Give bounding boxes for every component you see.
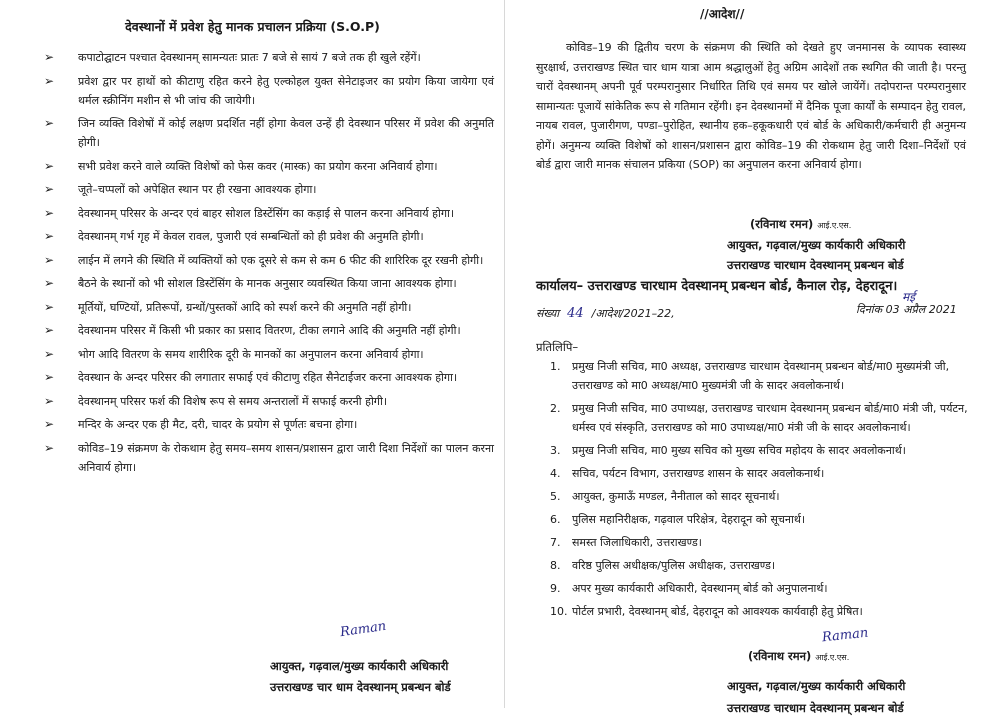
authority-title: आयुक्त, गढ़वाल/मुख्य कार्यकारी अधिकारी bbox=[727, 238, 906, 252]
list-item: ➢ कोविड–19 संक्रमण के रोकथाम हेतु समय–समय शासन/प्रशासन द्वारा जारी दिशा निर्देशों का पालन करना अनिवार्य होगा। bbox=[44, 440, 494, 474]
list-item: 7. समस्त जिलाधिकारी, उत्तराखण्ड। bbox=[550, 536, 702, 549]
list-item: ➢ भोग आदि वितरण के समय शारीरिक दूरी के मानकों का अनुपालन करना अनिवार्य होगा। bbox=[44, 345, 494, 364]
list-item: ➢ देवस्थानम् परिसर के अन्दर एवं बाहर सोशल डिस्टेंसिंग का कड़ाई से पालन करना अनिवार्य होगा। bbox=[44, 204, 494, 223]
list-item: ➢ कपाटोद्घाटन पश्चात देवस्थानम् सामन्यतः प्रातः 7 बजे से सायं 7 बजे तक ही खुले रहेंगें। bbox=[44, 48, 494, 67]
list-item: 10. पोर्टल प्रभारी, देवस्थानम् बोर्ड, देहरादून को आवश्यक कार्यवाही हेतु प्रेषित। bbox=[550, 605, 863, 618]
list-item: 2. प्रमुख निजी सचिव, मा0 उपाध्यक्ष, उत्तराखण्ड चारधाम देवस्थानम् प्रबन्धन बोर्ड/मा0 मंत्री जी, पर्यटन, धर्मस्व एवं संस्कृति, उत्तराखण्ड को मा0 उपाध्यक्ष/मा0 मंत्री जी के सादर अवलोकनार्थ। bbox=[550, 402, 968, 434]
authority-title: आयुक्त, गढ़वाल/मुख्य कार्यकारी अधिकारी bbox=[270, 659, 449, 673]
list-item: 9. अपर मुख्य कार्यकारी अधिकारी, देवस्थानम् बोर्ड को अनुपालनार्थ। bbox=[550, 582, 828, 595]
arrow-bullet-icon: ➢ bbox=[44, 252, 55, 267]
reference-number: संख्या 44 /आदेश/2021–22, bbox=[536, 306, 675, 321]
list-item: ➢ बैठने के स्थानों को भी सोशल डिस्टेंसिंग के मानक अनुसार व्यवस्थित किया जाना आवश्यक होगा। bbox=[44, 274, 494, 293]
sop-list bbox=[44, 48, 494, 481]
arrow-bullet-icon: ➢ bbox=[44, 116, 55, 130]
list-item: 1. प्रमुख निजी सचिव, मा0 अध्यक्ष, उत्तराखण्ड चारधाम देवस्थानम् प्रबन्धन बोर्ड/मा0 मुख्यमंत्री जी, उत्तराखण्ड को मा0 अध्यक्ष/मा0 मुख्यमंत्री जी के सादर अवलोकनार्थ। bbox=[550, 360, 950, 392]
arrow-bullet-icon: ➢ bbox=[44, 370, 55, 384]
arrow-bullet-icon: ➢ bbox=[44, 50, 55, 64]
list-item: 5. आयुक्त, कुमाऊँ मण्डल, नैनीताल को सादर सूचनार्थ। bbox=[550, 490, 780, 503]
list-item: 8. वरिष्ठ पुलिस अधीक्षक/पुलिस अधीक्षक, उत्तराखण्ड। bbox=[550, 559, 776, 572]
list-item: ➢ सभी प्रवेश करने वाले व्यक्ति विशेषों को फेस कवर (मास्क) का प्रयोग करना अनिवार्य होगा। bbox=[44, 157, 494, 176]
list-item: ➢ देवस्थानम् गर्भ गृह में केवल रावल, पुजारी एवं सम्बन्धितों को ही प्रवेश की अनुमति होगी। bbox=[44, 227, 494, 246]
copies-title: प्रतिलिपि– bbox=[536, 340, 579, 354]
list-item: 3. प्रमुख निजी सचिव, मा0 मुख्य सचिव को मुख्य सचिव महोदय के सादर अवलोकनार्थ। bbox=[550, 444, 906, 457]
list-item: ➢ मन्दिर के अन्दर एक ही मैट, दरी, चादर के प्रयोग से पूर्णतः बचना होगा। bbox=[44, 415, 494, 434]
arrow-bullet-icon: ➢ bbox=[44, 323, 55, 337]
arrow-bullet-icon: ➢ bbox=[44, 417, 55, 431]
list-item: ➢ देवस्थानम परिसर में किसी भी प्रकार का प्रसाद वितरण, टीका लगाने आदि की अनुमति नहीं होगी। bbox=[44, 321, 494, 340]
list-item: ➢ प्रवेश द्वार पर हाथों को कीटाणु रहित करने हेतु एल्कोहल युक्त सेनेटाइजर का प्रयोग किया जायेगा एवं थर्मल स्क्रीनिंग मशीन से भी जांच की जायेगी। bbox=[44, 73, 494, 107]
list-item: ➢ मूर्तियों, घण्टियों, प्रतिरूपों, ग्रन्थों/पुस्तकों आदि को स्पर्श करने की अनुमति नहीं होगी। bbox=[44, 298, 494, 317]
list-item: ➢ जूते–चप्पलों को अपेक्षित स्थान पर ही रखना आवश्यक होगा। bbox=[44, 180, 494, 199]
signature: Raman bbox=[339, 618, 388, 641]
copies-list bbox=[536, 357, 968, 625]
arrow-bullet-icon: ➢ bbox=[44, 299, 55, 314]
office-line: कार्यालय– उत्तराखण्ड चारधाम देवस्थानम् प्रबन्धन बोर्ड, कैनाल रोड़, देहरादून। bbox=[536, 279, 898, 294]
list-item: 4. सचिव, पर्यटन विभाग, उत्तराखण्ड शासन के सादर अवलोकनार्थ। bbox=[550, 467, 825, 480]
order-title: //आदेश// bbox=[700, 7, 745, 21]
sop-page bbox=[0, 0, 505, 708]
arrow-bullet-icon: ➢ bbox=[44, 182, 55, 196]
arrow-bullet-icon: ➢ bbox=[44, 276, 55, 290]
arrow-bullet-icon: ➢ bbox=[44, 393, 55, 408]
signature: Raman bbox=[821, 625, 869, 646]
arrow-bullet-icon: ➢ bbox=[44, 73, 55, 88]
sop-title: देवस्थानों में प्रवेश हेतु मानक प्रचालन प्रक्रिया (S.O.P) bbox=[125, 19, 380, 34]
authority-board: उत्तराखण्ड चारधाम देवस्थानम् प्रबन्धन बोर्ड bbox=[727, 258, 904, 272]
arrow-bullet-icon: ➢ bbox=[44, 205, 55, 220]
page-divider bbox=[504, 0, 505, 708]
authority-title: आयुक्त, गढ़वाल/मुख्य कार्यकारी अधिकारी bbox=[727, 679, 906, 693]
signatory-name: (रविनाथ रमन) आई.ए.एस. bbox=[748, 649, 850, 663]
list-item: ➢ देवस्थान के अन्दर परिसर की लगातार सफाई एवं कीटाणु रहित सैनेटाईजर करना आवश्यक होगा। bbox=[44, 368, 494, 387]
order-date: दिनांक 03 अप्रैल 2021 bbox=[856, 303, 957, 316]
authority-board: उत्तराखण्ड चार धाम देवस्थानम् प्रबन्धन बोर्ड bbox=[270, 680, 451, 694]
list-item: 6. पुलिस महानिरीक्षक, गढ़वाल परिक्षेत्र, देहरादून को सूचनार्थ। bbox=[550, 513, 806, 526]
arrow-bullet-icon: ➢ bbox=[44, 440, 55, 455]
order-body: कोविड–19 की द्वितीय चरण के संक्रमण की स्थिति को देखते हुए जनमानस के व्यापक स्वास्थ्य सुरक्षार्थ, उत्तराखण्ड स्थित चार धाम यात्रा आम श्रद्धालुओं हेतु अग्रिम आदेशों तक स्थगित की जाती है। परन्तु चारों देवस्थानम् अपनी पूर्व परम्परानुसार निर्धारित तिथि एवं समय पर खोले जायेंगें। तदोपरान्त परम्परानुसार सामान्यतः पूजायें सांकेतिक रूप से गतिमान रहेंगी। इन देवस्थानमों में दैनिक पूजा कार्यों के सम्पादन हेतु रावल, नायब रावल, पुजारीगण, पण्डा–पुरोहित, स्थानीय हक–हकूकधारी एवं बोर्ड के अधिकारी/कर्मचारी ही अनुमन्य होगें। अनुमन्य व्यक्ति विशेषों को शासन/प्रशासन द्वारा कोविड–19 की रोकथाम हेतु जारी दिशा–निर्देशों एवं बोर्ड द्वारा जारी मानक संचालन प्रकिया (SOP) का अनुपालन करना अनिवार्य होगा। bbox=[536, 41, 966, 171]
arrow-bullet-icon: ➢ bbox=[44, 346, 55, 361]
list-item: ➢ देवस्थानम् परिसर फर्श की विशेष रूप से समय अन्तरालों में सफाई करनी होगी। bbox=[44, 392, 494, 411]
list-item: ➢ लाईन में लगने की स्थिति में व्यक्तियों को एक दूसरे से कम से कम 6 फीट की शारिरिक दूर रखनी होगी। bbox=[44, 251, 494, 270]
signatory-name: (रविनाथ रमन) आई.ए.एस. bbox=[750, 217, 852, 231]
arrow-bullet-icon: ➢ bbox=[44, 229, 55, 243]
date-correction: मई bbox=[902, 290, 916, 304]
list-item: ➢ जिन व्यक्ति विशेषों में कोई लक्षण प्रदर्शित नहीं होगा केवल उन्हें ही देवस्थान परिसर में प्रवेश की अनुमति होगी। bbox=[44, 116, 494, 149]
arrow-bullet-icon: ➢ bbox=[44, 158, 55, 173]
authority-board: उत्तराखण्ड चारधाम देवस्थानम् प्रबन्धन बोर्ड bbox=[727, 701, 904, 715]
